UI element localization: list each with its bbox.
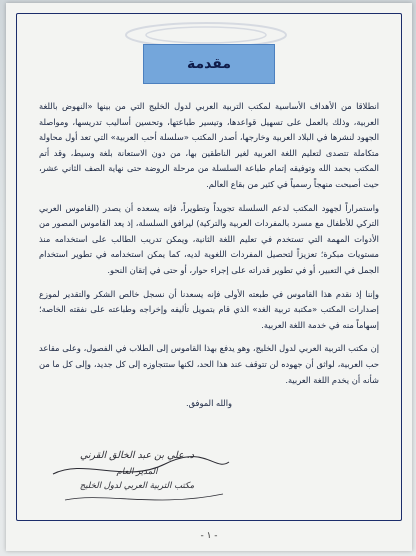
title-box xyxy=(143,44,275,84)
page-frame xyxy=(16,13,402,521)
signature-role: المدير العام xyxy=(116,467,158,477)
paragraph-4: إن مكتب التربية العربي لدول الخليج، وهو يدفع بهذا القاموس إلى الطلاب في الفصول، وعلى مقاعد حب العربية، لواثق أن جهوده لن تتوقف عند هذا الحد، لكنها ستتجاوزه إلى كل جديد، وإلى كل ما من شأنه أن يخدم اللغة العربية. xyxy=(39,343,379,385)
page-number: - ١ - xyxy=(200,531,218,541)
signature-block xyxy=(57,450,217,491)
paragraph-2: واستمراراً لجهود المكتب لدعم السلسلة تجويداً وتطويراً، فإنه يسعده أن يصدر (القاموس العربي التركي للأطفال مع مسرد بالمفردات العربية والتركية) ليرافق السلسلة، إذ يعد القاموس المصور من الأدوات المهمة التي تستخدم في تعليم اللغة الثانية، ويمكن تدريب الطالب على استخدامه منذ مستويات مبكرة؛ تعزيزاً لتحصيل المفردات اللغوية لديه، كما يمكن استخدامه في تطوير استخدام الجمل في التعبير، أو في تطوير قدراته على إجراء حوار، أو حتى في إتقان النحو. xyxy=(39,202,379,275)
page-title: مقدمة xyxy=(187,56,231,72)
paragraph-3: وإننا إذ نقدم هذا القاموس في طبعته الأولى فإنه يسعدنا أن نسجل خالص الشكر والتقدير لموزع إصدارات المكتب «مكتبة تربية الغد» الذي قام بتمويل تأليفه وإخراجه وطباعته على نفقته الخاصة؛ إسهاماً منه في خدمة اللغة العربية. xyxy=(39,288,379,330)
body-text xyxy=(39,99,379,420)
document-page xyxy=(6,3,412,551)
signature-name: د. علي بن عبد الخالق القرني xyxy=(80,450,194,461)
paragraph-1: انطلاقا من الأهداف الأساسية لمكتب التربية العربي لدول الخليج التي من بينها «النهوض باللغة العربية، وذلك بالعمل على تسهيل قواعدها، وتيسير طباعتها، وتحسين أساليب تدريسها، ومواصلة الجهود لنشرها في البلاد العربية وخارجها، أصدر المكتب «سلسلة أحب العربية» التي تعد أول محاولة متكاملة تتصدى لتعليم اللغة العربية لغير الناطقين بها، من دون الاستعانة بلغة وسيط، وقد أتم المكتب بحمد الله وتوفيقه إتمام طباعة السلسلة من مرحلة الروضة حتى نهاية الصف الثاني عشر، حيث أصبحت منهجاً رسمياً في كثير من بقاع العالم. xyxy=(39,101,379,189)
signature-org: مكتب التربية العربي لدول الخليج xyxy=(79,481,195,491)
closing-line: والله الموفق. xyxy=(185,398,233,409)
